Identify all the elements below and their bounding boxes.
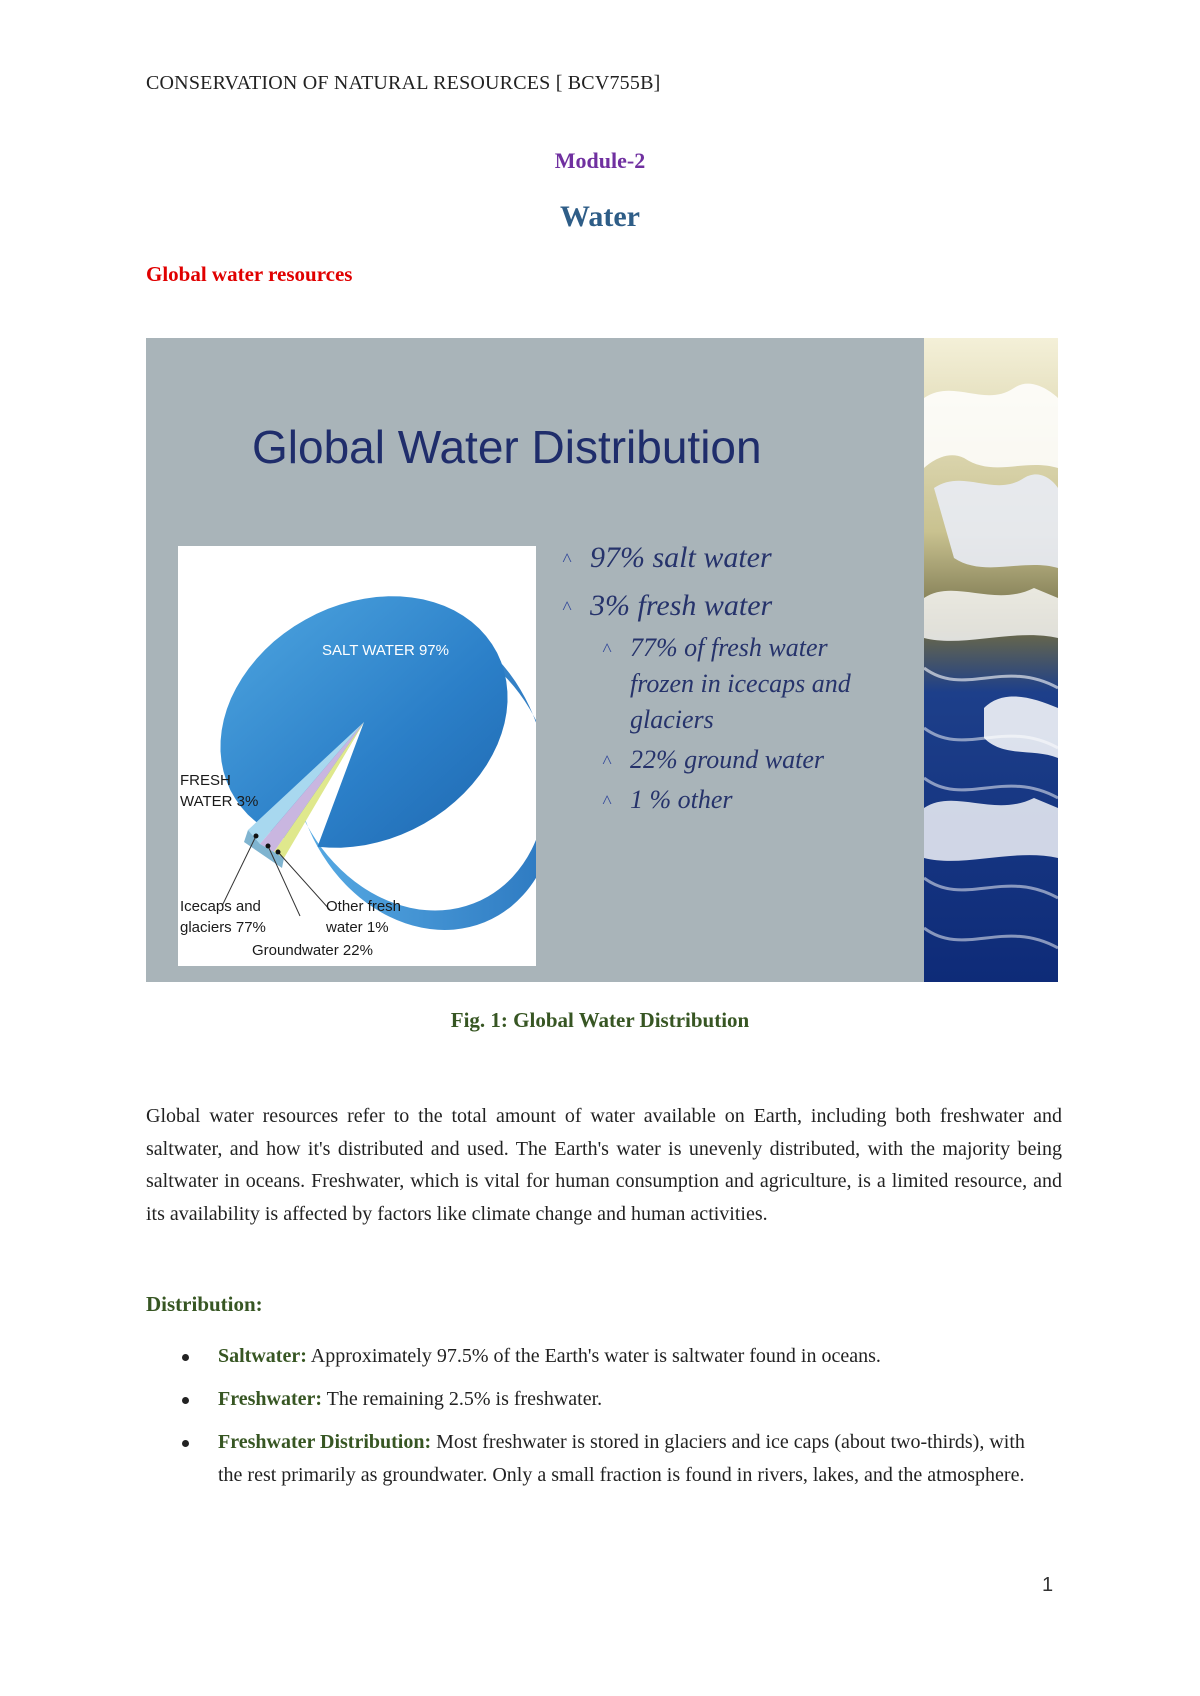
- body-paragraph: Global water resources refer to the total amount of water available on Earth, including both freshwater and saltwater, and how it's distributed and used. The Earth's water is unevenly distributed, with the majority being saltwater in oceans. Freshwater, which is vital for human consumption and agriculture, is a limited resource, and its availability is affected by factors like climate change and human activities.: [146, 1105, 1062, 1225]
- pointer-line: [278, 852, 330, 910]
- figure-caption: Fig. 1: Global Water Distribution: [450, 1008, 750, 1032]
- wave-decoration-image: [924, 338, 1058, 982]
- label-groundwater: Groundwater 22%: [252, 942, 373, 959]
- sub-bullet-icecaps: ˄ 77% of fresh water frozen in icecaps and glaciers: [562, 630, 892, 738]
- figure-global-water-distribution: [146, 338, 1058, 982]
- page-number: 1: [1042, 1574, 1054, 1596]
- distribution-heading: Distribution:: [146, 1292, 263, 1316]
- bullet-fresh-water: ˄ 3% fresh water: [562, 582, 892, 630]
- label-salt-water: SALT WATER 97%: [322, 642, 449, 659]
- label-fresh-water: FRESH WATER 3%: [180, 772, 259, 810]
- slide-title: Global Water Distribution: [252, 421, 762, 473]
- arrow-bullet-icon: ˄: [562, 548, 573, 568]
- label-other-fresh-water: Other fresh water 1%: [326, 898, 402, 936]
- slide-bullets: [562, 534, 892, 818]
- list-item: Freshwater: The remaining 2.5% is freshwater.: [182, 1383, 1042, 1416]
- bullet-salt-water: ˄ 97% salt water: [562, 534, 892, 582]
- arrow-bullet-icon: ˄: [602, 790, 613, 810]
- arrow-bullet-icon: ˄: [562, 596, 573, 616]
- arrow-bullet-icon: ˄: [602, 750, 613, 770]
- label-icecaps-glaciers: Icecaps and glaciers 77%: [180, 898, 266, 936]
- sub-bullet-other: ˄ 1 % other: [562, 782, 892, 818]
- list-item: Freshwater Distribution: Most freshwater is stored in glaciers and ice caps (about two-thirds), with the rest primarily as groundwater. Only a small fraction is found in rivers, lakes, and the atmosphere.: [182, 1426, 1042, 1492]
- bullet-icon: [182, 1397, 189, 1404]
- sub-bullet-groundwater: ˄ 22% ground water: [562, 742, 892, 778]
- module-label: Module-2: [554, 148, 646, 173]
- page-title: Water: [560, 200, 640, 233]
- running-header: CONSERVATION OF NATURAL RESOURCES [ BCV755B]: [146, 72, 661, 94]
- list-item: Saltwater: Approximately 97.5% of the Earth's water is saltwater found in oceans.: [182, 1340, 1042, 1373]
- distribution-list: [182, 1340, 1042, 1502]
- section-heading: Global water resources: [146, 262, 353, 286]
- bullet-icon: [182, 1440, 189, 1447]
- pie-chart-panel: [178, 546, 536, 966]
- arrow-bullet-icon: ˄: [602, 638, 613, 658]
- bullet-icon: [182, 1354, 189, 1361]
